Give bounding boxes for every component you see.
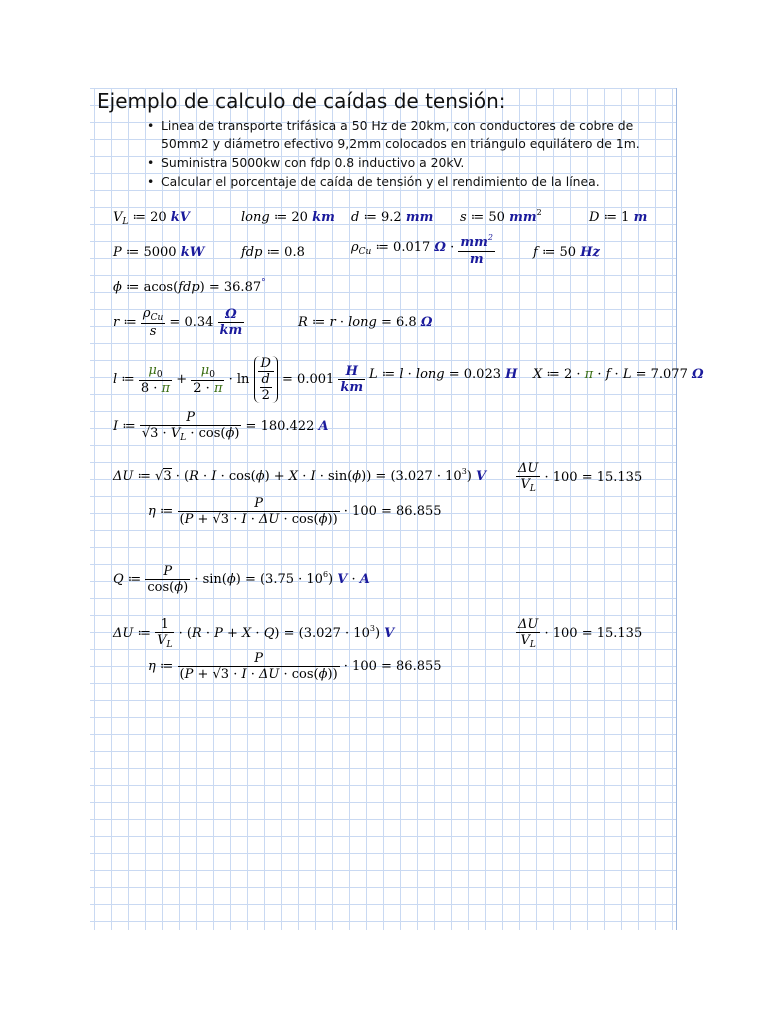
def-vl: $V_L$ ≔ 20 kV (113, 210, 190, 227)
page-edge (676, 88, 677, 930)
calc-Q: Q ≔ $\frac{P}{\cos(\phi)}$ · $\sin(\phi) = (3.75 \cdot 10^6)$ V · A (113, 564, 370, 595)
def-D: D ≔ 1 m (589, 210, 648, 225)
def-d: d ≔ 9.2 mm (351, 210, 434, 225)
def-f: f ≔ 50 Hz (533, 245, 600, 260)
def-p: P ≔ 5000 kW (113, 245, 205, 260)
calc-L: L ≔ l · long = 0.023 H (369, 367, 518, 382)
calc-I: I ≔ $\frac{P}{√3 \cdot V_L \cdot \cos(\phi)}$ = 180.422 A (113, 410, 329, 443)
def-fdp: fdp ≔ 0.8 (241, 245, 305, 260)
calc-X: X ≔ 2 · π · f · L = 7.077 Ω (533, 367, 704, 382)
bullet-task: • Calcular el porcentaje de caída de tensión y el rendimiento de la línea. (145, 173, 655, 191)
def-s: s ≔ 50 $mm^2$ (460, 208, 542, 225)
calc-dU: ΔU ≔ $√3 \cdot (R \cdot I \cdot \cos(\phi) + X \cdot I \cdot \sin(\phi)) = (3.027 \cdot 10^3)$ V (113, 467, 487, 484)
bullet-line-specs: • Linea de transporte trifásica a 50 Hz de 20km, con conductores de cobre de 50mm2 y diámetro efectivo 9,2mm colocados en triángulo equilátero de 1m. (145, 117, 655, 153)
calc-pct: $\frac{\Delta U}{V_L}$ · 100 = 15.135 (518, 461, 643, 494)
calc-l: l ≔ $\frac{\mu_0}{8 \cdot \pi}$ + $\frac{\mu_0}{2 \cdot \pi}$ · ln $\frac{D}{\frac{d}{2}}$ = 0.001 $\frac{H}{km}$ (113, 356, 364, 403)
def-long: long ≔ 20 km (241, 210, 335, 225)
calc-r: r ≔ $\frac{\rho_{Cu}}{s}$ = 0.34 $\frac{\Omega}{km}$ (113, 306, 243, 339)
problem-statement (145, 117, 655, 192)
calc-phi: ϕ ≔ acos(fdp) = 36.87° (113, 278, 266, 295)
calc-pct2: $\frac{\Delta U}{V_L}$ · 100 = 15.135 (518, 617, 643, 650)
def-rho: $\rho_{Cu}$ ≔ 0.017 Ω · $\frac{mm^2}{m}$ (351, 233, 493, 267)
calc-R: R ≔ r · long = 6.8 Ω (298, 315, 433, 330)
calc-eta: η ≔ $\frac{P}{(P + √3 \cdot I \cdot \Delta U \cdot \cos(\phi))}$ · 100 = 86.855 (148, 496, 442, 527)
worksheet-title: Ejemplo de calculo de caídas de tensión: (97, 89, 506, 113)
calc-eta2: η ≔ $\frac{P}{(P + √3 \cdot I \cdot \Delta U \cdot \cos(\phi))}$ · 100 = 86.855 (148, 651, 442, 682)
bullet-supply: • Suministra 5000kw con fdp 0.8 inductivo a 20kV. (145, 154, 655, 172)
calc-dU2: ΔU ≔ $\frac{1}{V_L}$ · $(R \cdot P + X \cdot Q) = (3.027 \cdot 10^3)$ V (113, 617, 395, 650)
